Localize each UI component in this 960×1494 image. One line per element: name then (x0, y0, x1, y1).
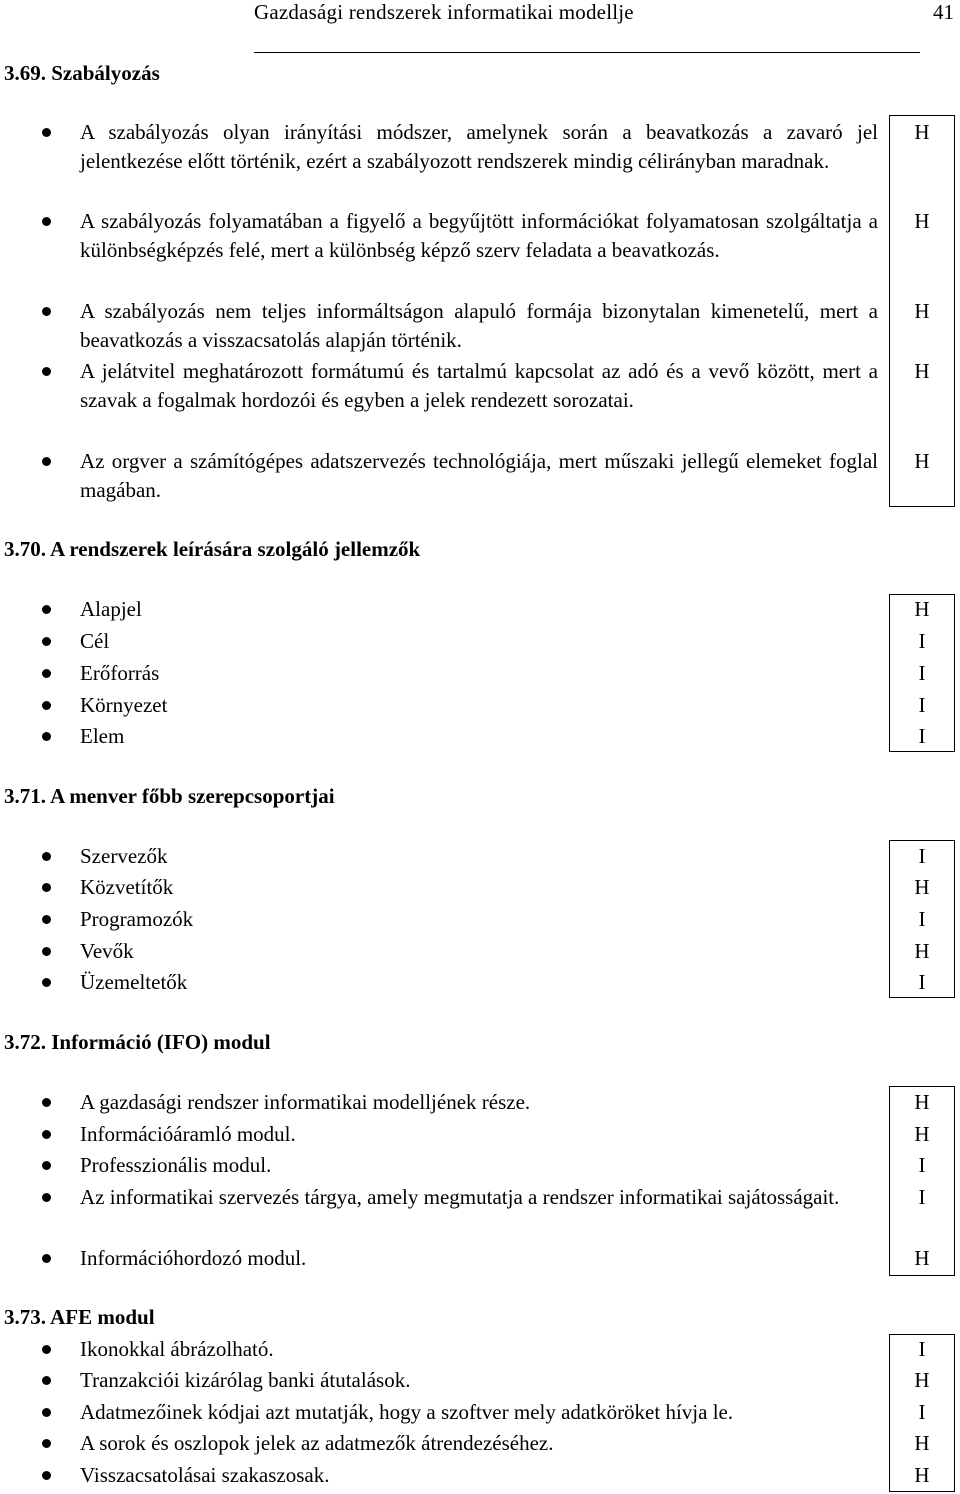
bullet-icon (42, 217, 51, 226)
bullet-icon (42, 1439, 51, 1448)
statement-text: Cél (80, 629, 110, 653)
answer-mark: I (918, 629, 926, 653)
answer-mark: H (914, 597, 930, 621)
bullet-icon (42, 669, 51, 678)
page-number: 41 (933, 0, 954, 24)
bullet-icon (42, 701, 51, 710)
statement-text: Alapjel (80, 597, 142, 621)
bullet-icon (42, 1345, 51, 1354)
answer-mark: H (914, 1463, 930, 1487)
answer-mark: H (914, 875, 930, 899)
answer-mark: H (914, 939, 930, 963)
answer-mark: I (918, 661, 926, 685)
answer-mark: H (914, 1368, 930, 1392)
bullet-icon (42, 915, 51, 924)
bullet-icon (42, 637, 51, 646)
answer-mark: H (914, 1090, 930, 1114)
bullet-icon (42, 1408, 51, 1417)
answer-mark: I (918, 1153, 926, 1177)
statement-text: A gazdasági rendszer informatikai modelljének része. (80, 1090, 531, 1114)
statement-text: Visszacsatolásai szakaszosak. (80, 1463, 330, 1487)
answer-mark: I (918, 1185, 926, 1209)
statement-text: A szabályozás folyamatában a figyelő a begyűjtött információkat folyamatosan szolgáltatja a különbségképzés felé, mert a különbség képző szerv feladata a beavatkozás. (80, 209, 878, 263)
section-title-3-71: 3.71. A menver főbb szerepcsoportjai (4, 784, 335, 808)
bullet-icon (42, 1161, 51, 1170)
statement-text: A szabályozás olyan irányítási módszer, amelynek során a beavatkozás a zavaró jel jelentkezése előtt történik, ezért a szabályozott rendszerek mindig célirányban maradnak. (80, 120, 878, 174)
statement-text: Információhordozó modul. (80, 1246, 307, 1270)
section-title-3-69: 3.69. Szabályozás (4, 61, 160, 85)
answer-mark: I (918, 1400, 926, 1424)
statement-text: Elem (80, 724, 125, 748)
answer-mark: I (918, 693, 926, 717)
bullet-icon (42, 883, 51, 892)
statement-text: A szabályozás nem teljes informáltságon alapuló formája bizonytalan kimenetelű, mert a beavatkozás a visszacsatolás alapján történik. (80, 299, 878, 353)
answer-mark: H (914, 1246, 930, 1270)
bullet-icon (42, 1471, 51, 1480)
bullet-icon (42, 605, 51, 614)
statement-text: A sorok és oszlopok jelek az adatmezők átrendezéséhez. (80, 1431, 554, 1455)
bullet-icon (42, 1376, 51, 1385)
answer-mark: I (918, 724, 926, 748)
answer-mark: I (918, 1337, 926, 1361)
statement-text: Környezet (80, 693, 168, 717)
bullet-icon (42, 1254, 51, 1263)
bullet-icon (42, 947, 51, 956)
answer-mark: H (914, 359, 930, 383)
statement-text: Adatmezőinek kódjai azt mutatják, hogy a szoftver mely adatköröket hívja le. (80, 1400, 734, 1424)
statement-text: Tranzakciói kizárólag banki átutalások. (80, 1368, 411, 1392)
answer-mark: H (914, 299, 930, 323)
answer-mark: H (914, 449, 930, 473)
page-header (254, 0, 954, 28)
bullet-icon (42, 978, 51, 987)
answer-mark: I (918, 907, 926, 931)
statement-text: Erőforrás (80, 661, 160, 685)
statement-text: Üzemeltetők (80, 970, 188, 994)
answer-mark: H (914, 1122, 930, 1146)
bullet-icon (42, 1130, 51, 1139)
answer-mark: H (914, 1431, 930, 1455)
statement-text: Ikonokkal ábrázolható. (80, 1337, 274, 1361)
answer-mark: I (918, 844, 926, 868)
bullet-icon (42, 457, 51, 466)
statement-text: Információáramló modul. (80, 1122, 296, 1146)
bullet-icon (42, 367, 51, 376)
section-title-3-72: 3.72. Információ (IFO) modul (4, 1030, 271, 1054)
answer-mark: I (918, 970, 926, 994)
header-rule (254, 52, 920, 53)
statement-text: A jelátvitel meghatározott formátumú és tartalmú kapcsolat az adó és a vevő között, mert a szavak a fogalmak hordozói és egyben a jelek rendezett sorozatai. (80, 359, 878, 413)
statement-text: Az orgver a számítógépes adatszervezés technológiája, mert műszaki jellegű elemeket foglal magában. (80, 449, 878, 503)
bullet-icon (42, 1193, 51, 1202)
bullet-icon (42, 1098, 51, 1107)
section-title-3-70: 3.70. A rendszerek leírására szolgáló jellemzők (4, 537, 421, 561)
section-title-3-73: 3.73. AFE modul (4, 1305, 155, 1329)
statement-text: Közvetítők (80, 875, 174, 899)
answer-mark: H (914, 209, 930, 233)
statement-text: Szervezők (80, 844, 168, 868)
header-title: Gazdasági rendszerek informatikai modellje (254, 0, 634, 24)
answer-mark: H (914, 120, 930, 144)
statement-text: Vevők (80, 939, 134, 963)
bullet-icon (42, 852, 51, 861)
statement-text: Professzionális modul. (80, 1153, 272, 1177)
bullet-icon (42, 307, 51, 316)
statement-text: Programozók (80, 907, 194, 931)
bullet-icon (42, 732, 51, 741)
bullet-icon (42, 128, 51, 137)
statement-text: Az informatikai szervezés tárgya, amely megmutatja a rendszer informatikai sajátosságait. (80, 1185, 840, 1209)
